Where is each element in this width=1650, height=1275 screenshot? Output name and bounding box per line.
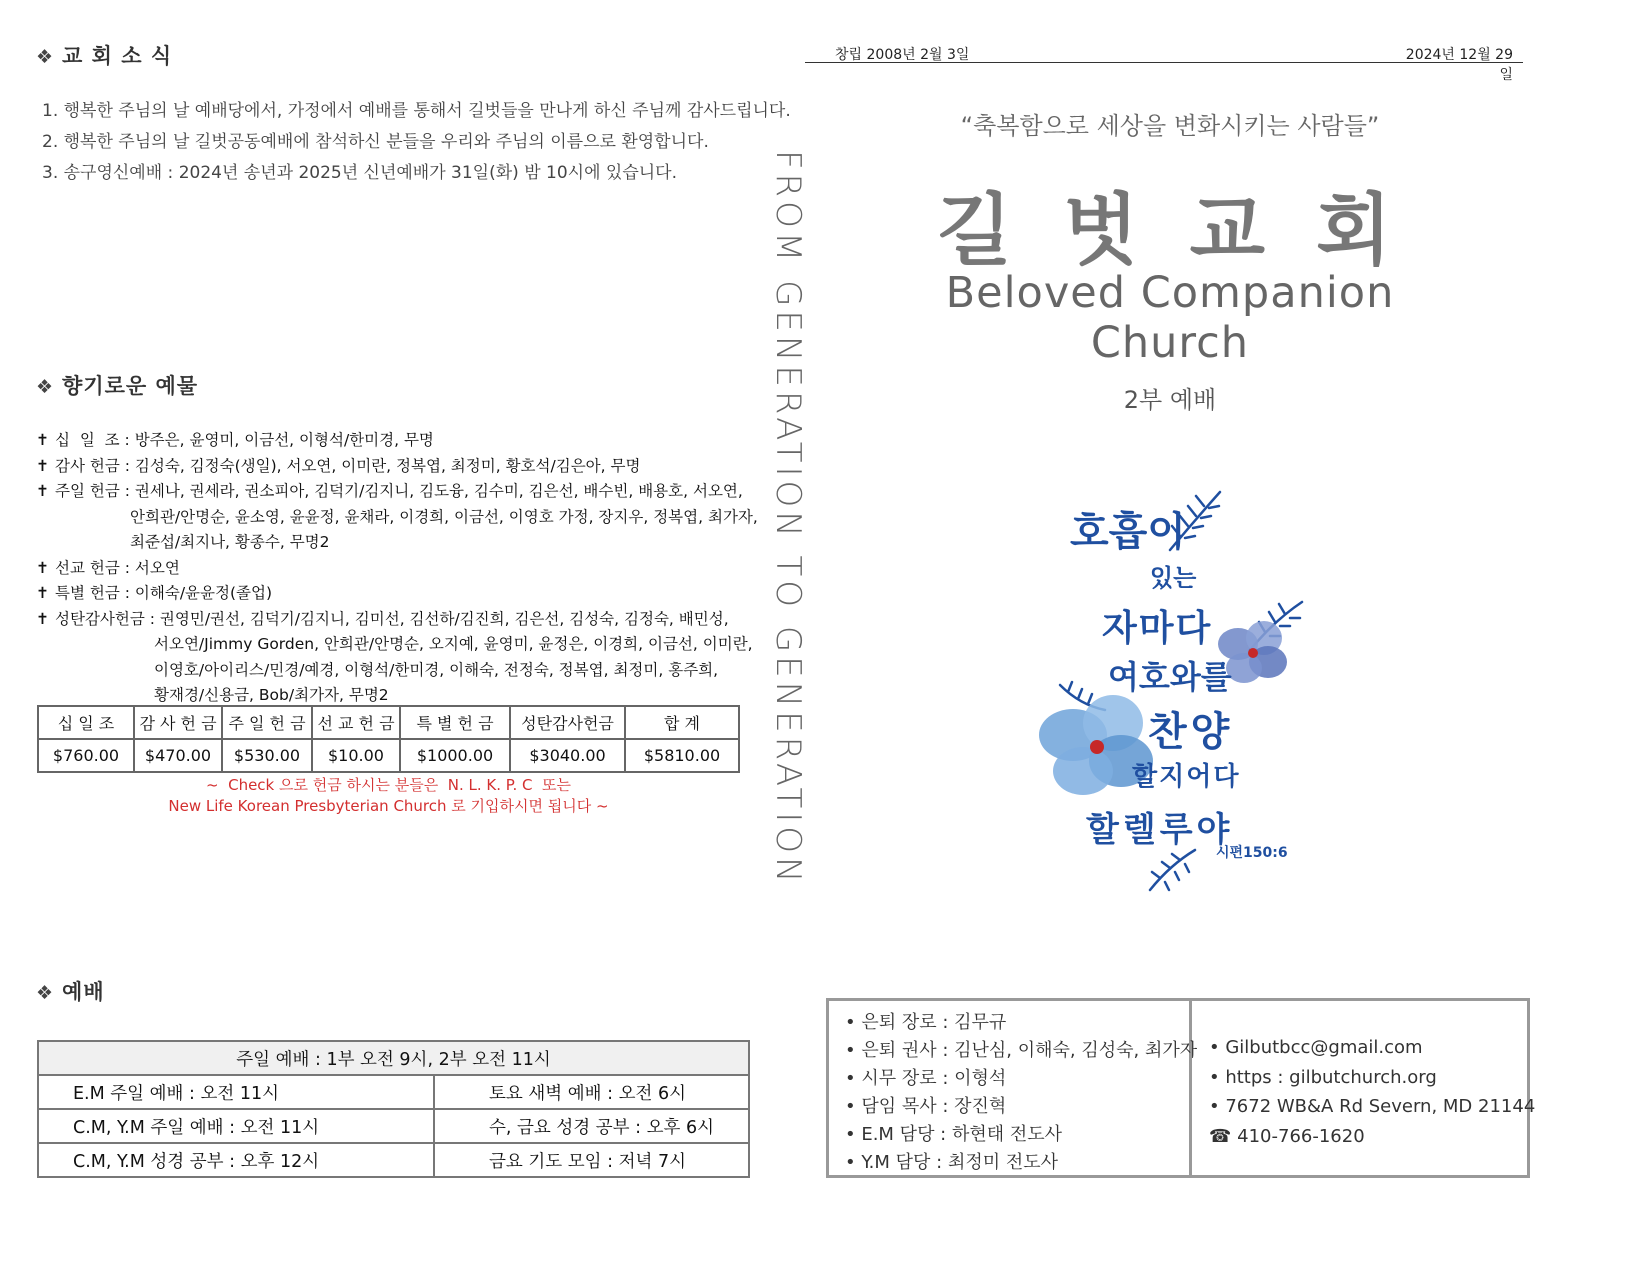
offering-line-text: 황재경/신용금, Bob/최가자, 무명2 bbox=[154, 686, 389, 704]
vertical-slogan: FROM GENERATION TO GENERATION bbox=[768, 150, 808, 887]
offering-line bbox=[36, 479, 756, 505]
table-cell: $10.00 bbox=[312, 739, 400, 772]
table-cell: 토요 새벽 예배 : 오전 6시 bbox=[434, 1075, 749, 1109]
church-name-english: Beloved Companion Church bbox=[945, 268, 1395, 368]
news-item: 3. 송구영신예배 : 2024년 송년과 2025년 신년예배가 31일(화) 밤 10시에 있습니다. bbox=[42, 163, 677, 183]
table-cell: E.M 주일 예배 : 오전 11시 bbox=[38, 1075, 434, 1109]
check-note bbox=[37, 775, 740, 817]
diamond-icon: ❖ bbox=[36, 982, 55, 1004]
offering-line bbox=[36, 454, 756, 480]
calligraphy-line: 할렐루야 bbox=[1086, 810, 1234, 850]
table-cell: 수, 금요 성경 공부 : 오후 6시 bbox=[434, 1109, 749, 1143]
offering-line-text: 십 일 조 : 방주은, 윤영미, 이금선, 이형석/한미경, 무명 bbox=[55, 431, 434, 449]
table-header: 합 계 bbox=[625, 706, 739, 739]
cross-icon: ✝ bbox=[36, 482, 49, 500]
offering-line bbox=[36, 607, 756, 633]
offering-line-text: 특별 헌금 : 이해숙/윤윤정(졸업) bbox=[55, 584, 272, 602]
news-item: 1. 행복한 주님의 날 예배당에서, 가정에서 예배를 통해서 길벗들을 만나게 하신 주님께 감사드립니다. bbox=[42, 101, 791, 121]
offering-line bbox=[36, 658, 756, 684]
service-label: 2부 예배 bbox=[1123, 386, 1217, 414]
calligraphy-verse: 시편150:6 bbox=[1216, 845, 1288, 861]
offering-line-text: 이영호/아이리스/민경/예경, 이형석/한미경, 이해숙, 전정숙, 정복엽, 최정미, 홍주희, bbox=[154, 660, 719, 679]
offering-section-title: ❖ 향기로운 예물 bbox=[36, 374, 199, 398]
offering-line-text: 안희관/안명순, 윤소영, 윤윤정, 윤채라, 이경희, 이금선, 이영호 가정, 장지우, 정복엽, 최가자, bbox=[130, 507, 758, 526]
offering-line-text: 주일 헌금 : 권세나, 권세라, 권소피아, 김덕기/김지니, 김도융, 김수미, 김은선, 배수빈, 배용호, 서오연, bbox=[55, 482, 743, 500]
offering-line bbox=[36, 530, 756, 556]
calligraphy-line: 여호와를 bbox=[1108, 658, 1232, 696]
table-header: 선 교 헌 금 bbox=[312, 706, 400, 739]
contact-address: • 7672 WB&A Rd Severn, MD 21144 bbox=[1209, 1096, 1536, 1117]
table-header: 십 일 조 bbox=[38, 706, 134, 739]
cross-icon: ✝ bbox=[36, 558, 49, 577]
diamond-icon: ❖ bbox=[36, 46, 55, 68]
table-header: 감 사 헌 금 bbox=[134, 706, 222, 739]
offering-line-text: 선교 헌금 : 서오연 bbox=[55, 558, 180, 577]
worship-section-title: ❖ 예배 bbox=[36, 980, 105, 1004]
bulletin-date: 2024년 12월 29일 bbox=[1405, 47, 1513, 83]
table-cell: 금요 기도 모임 : 저녁 7시 bbox=[434, 1143, 749, 1177]
offering-line bbox=[36, 505, 756, 531]
calligraphy-artwork bbox=[1020, 480, 1340, 910]
table-header: 주 일 헌 금 bbox=[222, 706, 312, 739]
calligraphy-line: 호흡이 bbox=[1070, 509, 1186, 555]
table-cell: C.M, Y.M 주일 예배 : 오전 11시 bbox=[38, 1109, 434, 1143]
calligraphy-line: 찬양 bbox=[1148, 709, 1234, 755]
calligraphy-line: 있는 bbox=[1150, 564, 1197, 592]
offering-line bbox=[36, 428, 756, 454]
staff-item: • E.M 담당 : 하현태 전도사 bbox=[845, 1124, 1063, 1145]
offering-line-text: 성탄감사헌금 : 권영민/권선, 김덕기/김지니, 김미선, 김선하/김진희, 김은선, 김성숙, 김정숙, 배민성, bbox=[55, 609, 729, 628]
staff-item: • 담임 목사 : 장진혁 bbox=[845, 1096, 1007, 1117]
offering-summary-table bbox=[37, 705, 740, 773]
worship-header: 주일 예배 : 1부 오전 9시, 2부 오전 11시 bbox=[38, 1041, 749, 1075]
offering-line-text: 서오연/Jimmy Gorden, 안희관/안명순, 오지예, 윤영미, 윤정은, 이경희, 이금선, 이미란, bbox=[154, 635, 753, 653]
table-header: 특 별 헌 금 bbox=[400, 706, 510, 739]
table-header: 성탄감사헌금 bbox=[510, 706, 625, 739]
contact-phone: ☎ 410-766-1620 bbox=[1209, 1125, 1365, 1147]
contact-email: • Gilbutbcc@gmail.com bbox=[1209, 1037, 1423, 1058]
table-cell: $1000.00 bbox=[400, 739, 510, 772]
staff-item: • Y.M 담당 : 최정미 전도사 bbox=[845, 1152, 1058, 1173]
table-cell: $3040.00 bbox=[510, 739, 625, 772]
contact-list bbox=[1209, 1033, 1535, 1151]
check-note-line: ~ Check 으로 헌금 하시는 분들은 N. L. K. P. C 또는 bbox=[205, 776, 571, 794]
offering-line bbox=[36, 632, 756, 658]
worship-schedule-table bbox=[37, 1040, 750, 1178]
offering-line-text: 최준섭/최지나, 황종수, 무명2 bbox=[130, 533, 330, 551]
church-info-box bbox=[826, 998, 1536, 1178]
founded-date: 창립 2008년 2월 3일 bbox=[835, 47, 970, 63]
table-cell: $530.00 bbox=[222, 739, 312, 772]
cross-icon: ✝ bbox=[36, 584, 49, 602]
table-cell: C.M, Y.M 성경 공부 : 오후 12시 bbox=[38, 1143, 434, 1177]
diamond-icon: ❖ bbox=[36, 376, 55, 398]
offering-list bbox=[36, 428, 756, 709]
calligraphy-line: 자마다 bbox=[1102, 608, 1213, 649]
table-cell: $5810.00 bbox=[625, 739, 739, 772]
staff-item: • 시무 장로 : 이형석 bbox=[845, 1068, 1007, 1089]
offering-line bbox=[36, 556, 756, 582]
church-name-korean: 길 벗 교 회 bbox=[936, 186, 1404, 276]
staff-list bbox=[845, 1009, 1197, 1177]
news-item: 2. 행복한 주님의 날 길벗공동예배에 참석하신 분들을 우리와 주님의 이름으로 환영합니다. bbox=[42, 132, 709, 152]
offering-line bbox=[36, 581, 756, 607]
table-cell: $760.00 bbox=[38, 739, 134, 772]
cross-icon: ✝ bbox=[36, 431, 49, 449]
cross-icon: ✝ bbox=[36, 456, 49, 475]
cross-icon: ✝ bbox=[36, 609, 49, 628]
table-cell: $470.00 bbox=[134, 739, 222, 772]
staff-item: • 은퇴 권사 : 김난심, 이해숙, 김성숙, 최가자 bbox=[845, 1040, 1198, 1061]
news-section-title: ❖ 교 회 소 식 bbox=[36, 44, 173, 68]
offering-line-text: 감사 헌금 : 김성숙, 김정숙(생일), 서오연, 이미란, 정복엽, 최정미, 황호석/김은아, 무명 bbox=[55, 456, 641, 475]
check-note-line: New Life Korean Presbyterian Church 로 기입하시면 됩니다 ~ bbox=[168, 797, 609, 815]
header-divider bbox=[805, 62, 1523, 63]
contact-website: • https : gilbutchurch.org bbox=[1209, 1066, 1437, 1088]
calligraphy-line: 할지어다 bbox=[1132, 762, 1241, 792]
church-motto: “축복함으로 세상을 변화시키는 사람들” bbox=[960, 112, 1380, 140]
staff-item: • 은퇴 장로 : 김무규 bbox=[845, 1012, 1007, 1033]
news-list bbox=[42, 96, 791, 189]
